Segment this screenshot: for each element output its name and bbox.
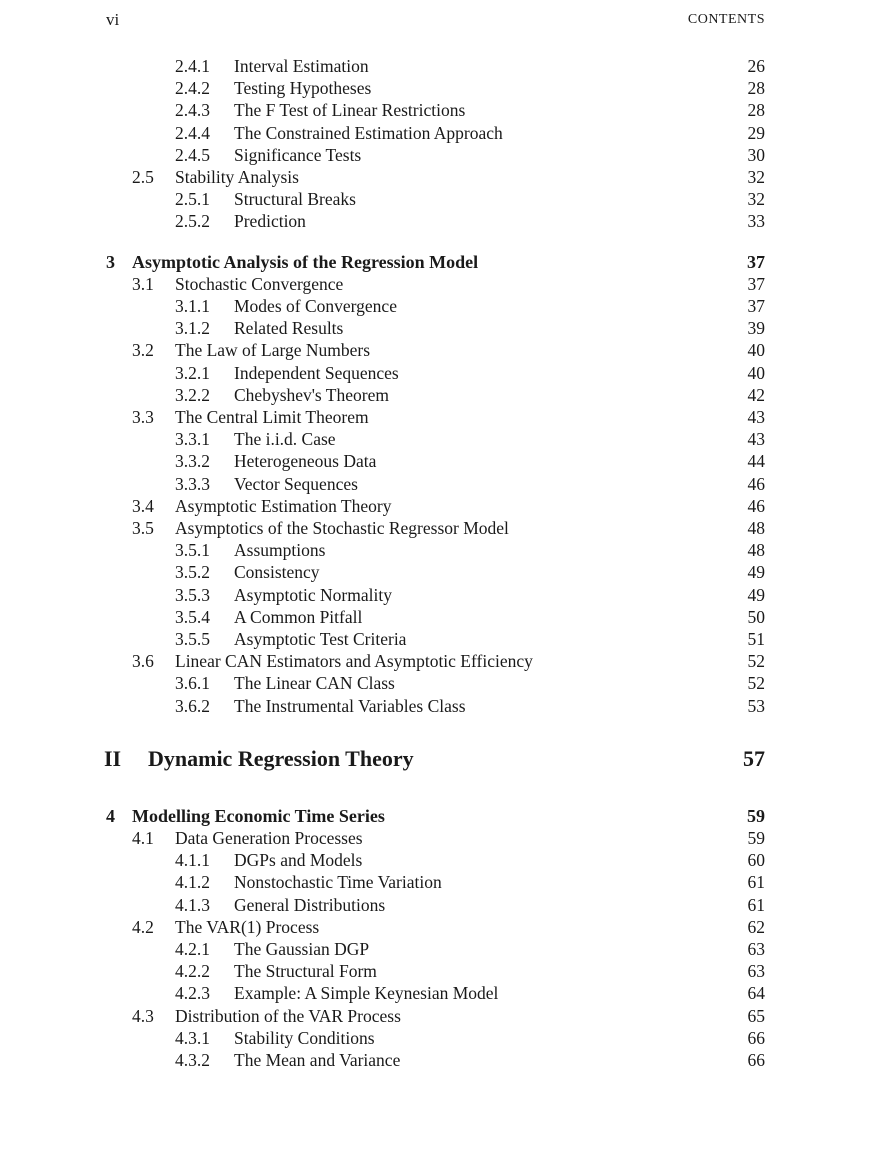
toc-entry-num: 3.2.1	[175, 363, 210, 383]
toc-entry-num: 4.1	[132, 828, 154, 848]
toc-entry-title: Chebyshev's Theorem	[234, 385, 389, 405]
toc-entry-title: The Constrained Estimation Approach	[234, 123, 503, 143]
toc-entry-title: Asymptotic Test Criteria	[234, 629, 407, 649]
toc-entry-title: The F Test of Linear Restrictions	[234, 100, 466, 120]
toc-entry-page: 32	[747, 167, 765, 187]
toc-entry-title: Vector Sequences	[234, 474, 358, 494]
toc-entry-title: Independent Sequences	[234, 363, 399, 383]
toc-entry-page: 57	[743, 746, 765, 771]
toc-entry-title: Significance Tests	[234, 145, 362, 165]
toc-entry-title: The Central Limit Theorem	[175, 407, 369, 427]
toc-entry	[0, 450, 893, 472]
toc-entry-page: 40	[747, 363, 765, 383]
toc-entry-page: 37	[747, 296, 765, 316]
toc-entry-page: 30	[747, 145, 765, 165]
toc-entry-page: 32	[747, 189, 765, 209]
toc-entry-page: 48	[747, 518, 765, 538]
toc-entry-num: II	[104, 746, 122, 771]
toc-entry	[0, 495, 893, 517]
toc-entry	[0, 650, 893, 672]
toc-entry-title: Related Results	[234, 318, 344, 338]
toc-entry	[0, 628, 893, 650]
toc-entry-num: 2.5.1	[175, 189, 210, 209]
toc-entry-page: 64	[747, 983, 765, 1003]
toc-entry	[0, 695, 893, 717]
toc-entry	[0, 144, 893, 166]
toc-entry-title: The Structural Form	[234, 961, 377, 981]
toc-entry-title: Example: A Simple Keynesian Model	[234, 983, 499, 1003]
toc-entry-page: 53	[747, 696, 765, 716]
toc-entry-num: 3.2.2	[175, 385, 210, 405]
toc-entry	[0, 188, 893, 210]
toc-entry	[0, 473, 893, 495]
toc-entry-num: 3.1.1	[175, 296, 210, 316]
toc-entry	[0, 849, 893, 871]
toc-entry-page: 48	[747, 540, 765, 560]
toc-entry-page: 49	[747, 562, 765, 582]
toc-entry-title: Data Generation Processes	[175, 828, 363, 848]
toc-entry-title: Stochastic Convergence	[175, 274, 344, 294]
toc-entry-title: The i.i.d. Case	[234, 429, 336, 449]
toc-entry-num: 4.3.2	[175, 1050, 210, 1070]
toc-entry-title: DGPs and Models	[234, 850, 363, 870]
toc-entry-num: 3.2	[132, 340, 154, 360]
toc-entry-page: 61	[747, 895, 765, 915]
toc-entry-num: 3.3.1	[175, 429, 210, 449]
toc-entry	[0, 122, 893, 144]
toc-entry	[0, 539, 893, 561]
toc-entry-page: 37	[747, 274, 765, 294]
toc-entry-title: Nonstochastic Time Variation	[234, 872, 442, 892]
toc-entry-num: 2.4.5	[175, 145, 210, 165]
toc-entry-num: 3	[106, 252, 115, 272]
toc-entry-page: 28	[747, 78, 765, 98]
toc-entry-num: 4.1.1	[175, 850, 210, 870]
toc-entry-page: 46	[747, 474, 765, 494]
toc-entry-title: Assumptions	[234, 540, 326, 560]
toc-entry-title: Linear CAN Estimators and Asymptotic Efficiency	[175, 651, 533, 671]
toc-entry-title: The Gaussian DGP	[234, 939, 370, 959]
toc-entry-page: 46	[747, 496, 765, 516]
toc-entry	[0, 384, 893, 406]
toc-entry-page: 40	[747, 340, 765, 360]
toc-entry-num: 2.5	[132, 167, 154, 187]
toc-entry-title: The Linear CAN Class	[234, 673, 395, 693]
toc-entry-num: 4.3.1	[175, 1028, 210, 1048]
toc-entry-title: The Law of Large Numbers	[175, 340, 371, 360]
toc-entry	[0, 827, 893, 849]
toc-entry-num: 2.4.3	[175, 100, 210, 120]
toc-entry-page: 37	[747, 252, 765, 272]
toc-entry-title: General Distributions	[234, 895, 386, 915]
toc-entry-page: 26	[747, 56, 765, 76]
toc-entry-title: Asymptotic Normality	[234, 585, 392, 605]
toc-entry-page: 51	[747, 629, 765, 649]
toc-entry-num: 3.3	[132, 407, 154, 427]
toc-entry-title: Distribution of the VAR Process	[175, 1006, 401, 1026]
toc-entry-page: 28	[747, 100, 765, 120]
toc-entry-num: 3.5	[132, 518, 154, 538]
toc-entry	[0, 362, 893, 384]
toc-entry-title: Structural Breaks	[234, 189, 356, 209]
toc-entry-page: 61	[747, 872, 765, 892]
toc-entry-num: 3.5.4	[175, 607, 210, 627]
toc-entry-num: 4.2	[132, 917, 154, 937]
toc-entry-num: 3.1	[132, 274, 154, 294]
toc-entry-title: Modelling Economic Time Series	[132, 806, 385, 826]
toc-entry-num: 3.5.5	[175, 629, 210, 649]
toc-entry-title: A Common Pitfall	[234, 607, 363, 627]
toc-entry	[0, 871, 893, 893]
toc-entry	[0, 517, 893, 539]
toc-entry-page: 65	[747, 1006, 765, 1026]
toc-entry-page: 44	[747, 451, 765, 471]
toc-entry-page: 33	[747, 211, 765, 231]
toc-entry-num: 2.4.4	[175, 123, 210, 143]
toc-entry-page: 29	[747, 123, 765, 143]
toc-entry	[0, 745, 893, 773]
toc-entry-num: 3.5.3	[175, 585, 210, 605]
toc-entry	[0, 295, 893, 317]
toc-entry	[0, 406, 893, 428]
toc-entry-num: 3.3.2	[175, 451, 210, 471]
toc-entry-page: 60	[747, 850, 765, 870]
toc-entry	[0, 273, 893, 295]
toc-entry-num: 4	[106, 806, 115, 826]
toc-entry-num: 3.3.3	[175, 474, 210, 494]
toc-entry-num: 3.6.1	[175, 673, 210, 693]
toc-entry-num: 4.2.3	[175, 983, 210, 1003]
toc-entry	[0, 55, 893, 77]
toc-entry-num: 2.5.2	[175, 211, 210, 231]
toc-entry	[0, 428, 893, 450]
toc-entry	[0, 317, 893, 339]
toc-entry-title: Testing Hypotheses	[234, 78, 372, 98]
toc-entry-num: 3.6.2	[175, 696, 210, 716]
toc-entry-page: 43	[747, 429, 765, 449]
toc-entry-title: Consistency	[234, 562, 320, 582]
toc-entry-title: Modes of Convergence	[234, 296, 397, 316]
toc-entry-title: The VAR(1) Process	[175, 917, 320, 937]
toc-entry	[0, 77, 893, 99]
toc-entry-num: 3.5.2	[175, 562, 210, 582]
toc-entry	[0, 561, 893, 583]
toc-entry	[0, 1005, 893, 1027]
toc-entry-page: 52	[747, 673, 765, 693]
toc-entry	[0, 938, 893, 960]
toc-entry-num: 3.5.1	[175, 540, 210, 560]
toc-entry-num: 2.4.2	[175, 78, 210, 98]
toc-entry-num: 2.4.1	[175, 56, 210, 76]
toc-entry-title: Asymptotic Analysis of the Regression Model	[132, 252, 479, 272]
toc-entry	[0, 982, 893, 1004]
toc-entry-page: 66	[747, 1050, 765, 1070]
toc-entry-title: Prediction	[234, 211, 306, 231]
toc-entry-title: Asymptotics of the Stochastic Regressor Model	[175, 518, 509, 538]
toc-entry	[0, 166, 893, 188]
toc-entry-page: 63	[747, 939, 765, 959]
toc-entry-title: Stability Analysis	[175, 167, 299, 187]
toc-entry-num: 3.1.2	[175, 318, 210, 338]
running-title: CONTENTS	[687, 12, 765, 27]
toc-entry-num: 4.2.1	[175, 939, 210, 959]
toc-entry-page: 63	[747, 961, 765, 981]
toc-entry-title: The Mean and Variance	[234, 1050, 401, 1070]
toc-entry-num: 4.2.2	[175, 961, 210, 981]
toc-entry	[0, 805, 893, 827]
toc-entry	[0, 210, 893, 232]
toc-entry-num: 3.4	[132, 496, 154, 516]
toc-entry-page: 42	[747, 385, 765, 405]
toc-entry-page: 52	[747, 651, 765, 671]
toc-entry-title: Dynamic Regression Theory	[148, 746, 414, 771]
toc-entry-page: 59	[747, 806, 765, 826]
toc-entry-num: 4.1.2	[175, 872, 210, 892]
toc-entry-num: 3.6	[132, 651, 154, 671]
toc-entry-page: 66	[747, 1028, 765, 1048]
toc-entry	[0, 606, 893, 628]
toc-entry-page: 43	[747, 407, 765, 427]
toc-entry-num: 4.3	[132, 1006, 154, 1026]
toc-entry	[0, 1049, 893, 1071]
toc-entry-page: 39	[747, 318, 765, 338]
toc-entry-title: Stability Conditions	[234, 1028, 375, 1048]
toc-entry-title: Asymptotic Estimation Theory	[175, 496, 392, 516]
toc-entry-title: The Instrumental Variables Class	[234, 696, 466, 716]
toc-entry	[0, 916, 893, 938]
toc-entry	[0, 1027, 893, 1049]
toc-entry-page: 49	[747, 585, 765, 605]
toc-entry	[0, 894, 893, 916]
page-number: vi	[106, 10, 120, 29]
toc-entry-title: Interval Estimation	[234, 56, 369, 76]
toc-entry-title: Heterogeneous Data	[234, 451, 377, 471]
toc-entry	[0, 672, 893, 694]
toc-entry-num: 4.1.3	[175, 895, 210, 915]
toc-entry-page: 59	[747, 828, 765, 848]
toc-entry	[0, 251, 893, 273]
toc-entry-page: 62	[747, 917, 765, 937]
toc-entry-page: 50	[747, 607, 765, 627]
toc-entry	[0, 960, 893, 982]
toc-entry	[0, 99, 893, 121]
toc-entry	[0, 339, 893, 361]
toc-entry	[0, 584, 893, 606]
